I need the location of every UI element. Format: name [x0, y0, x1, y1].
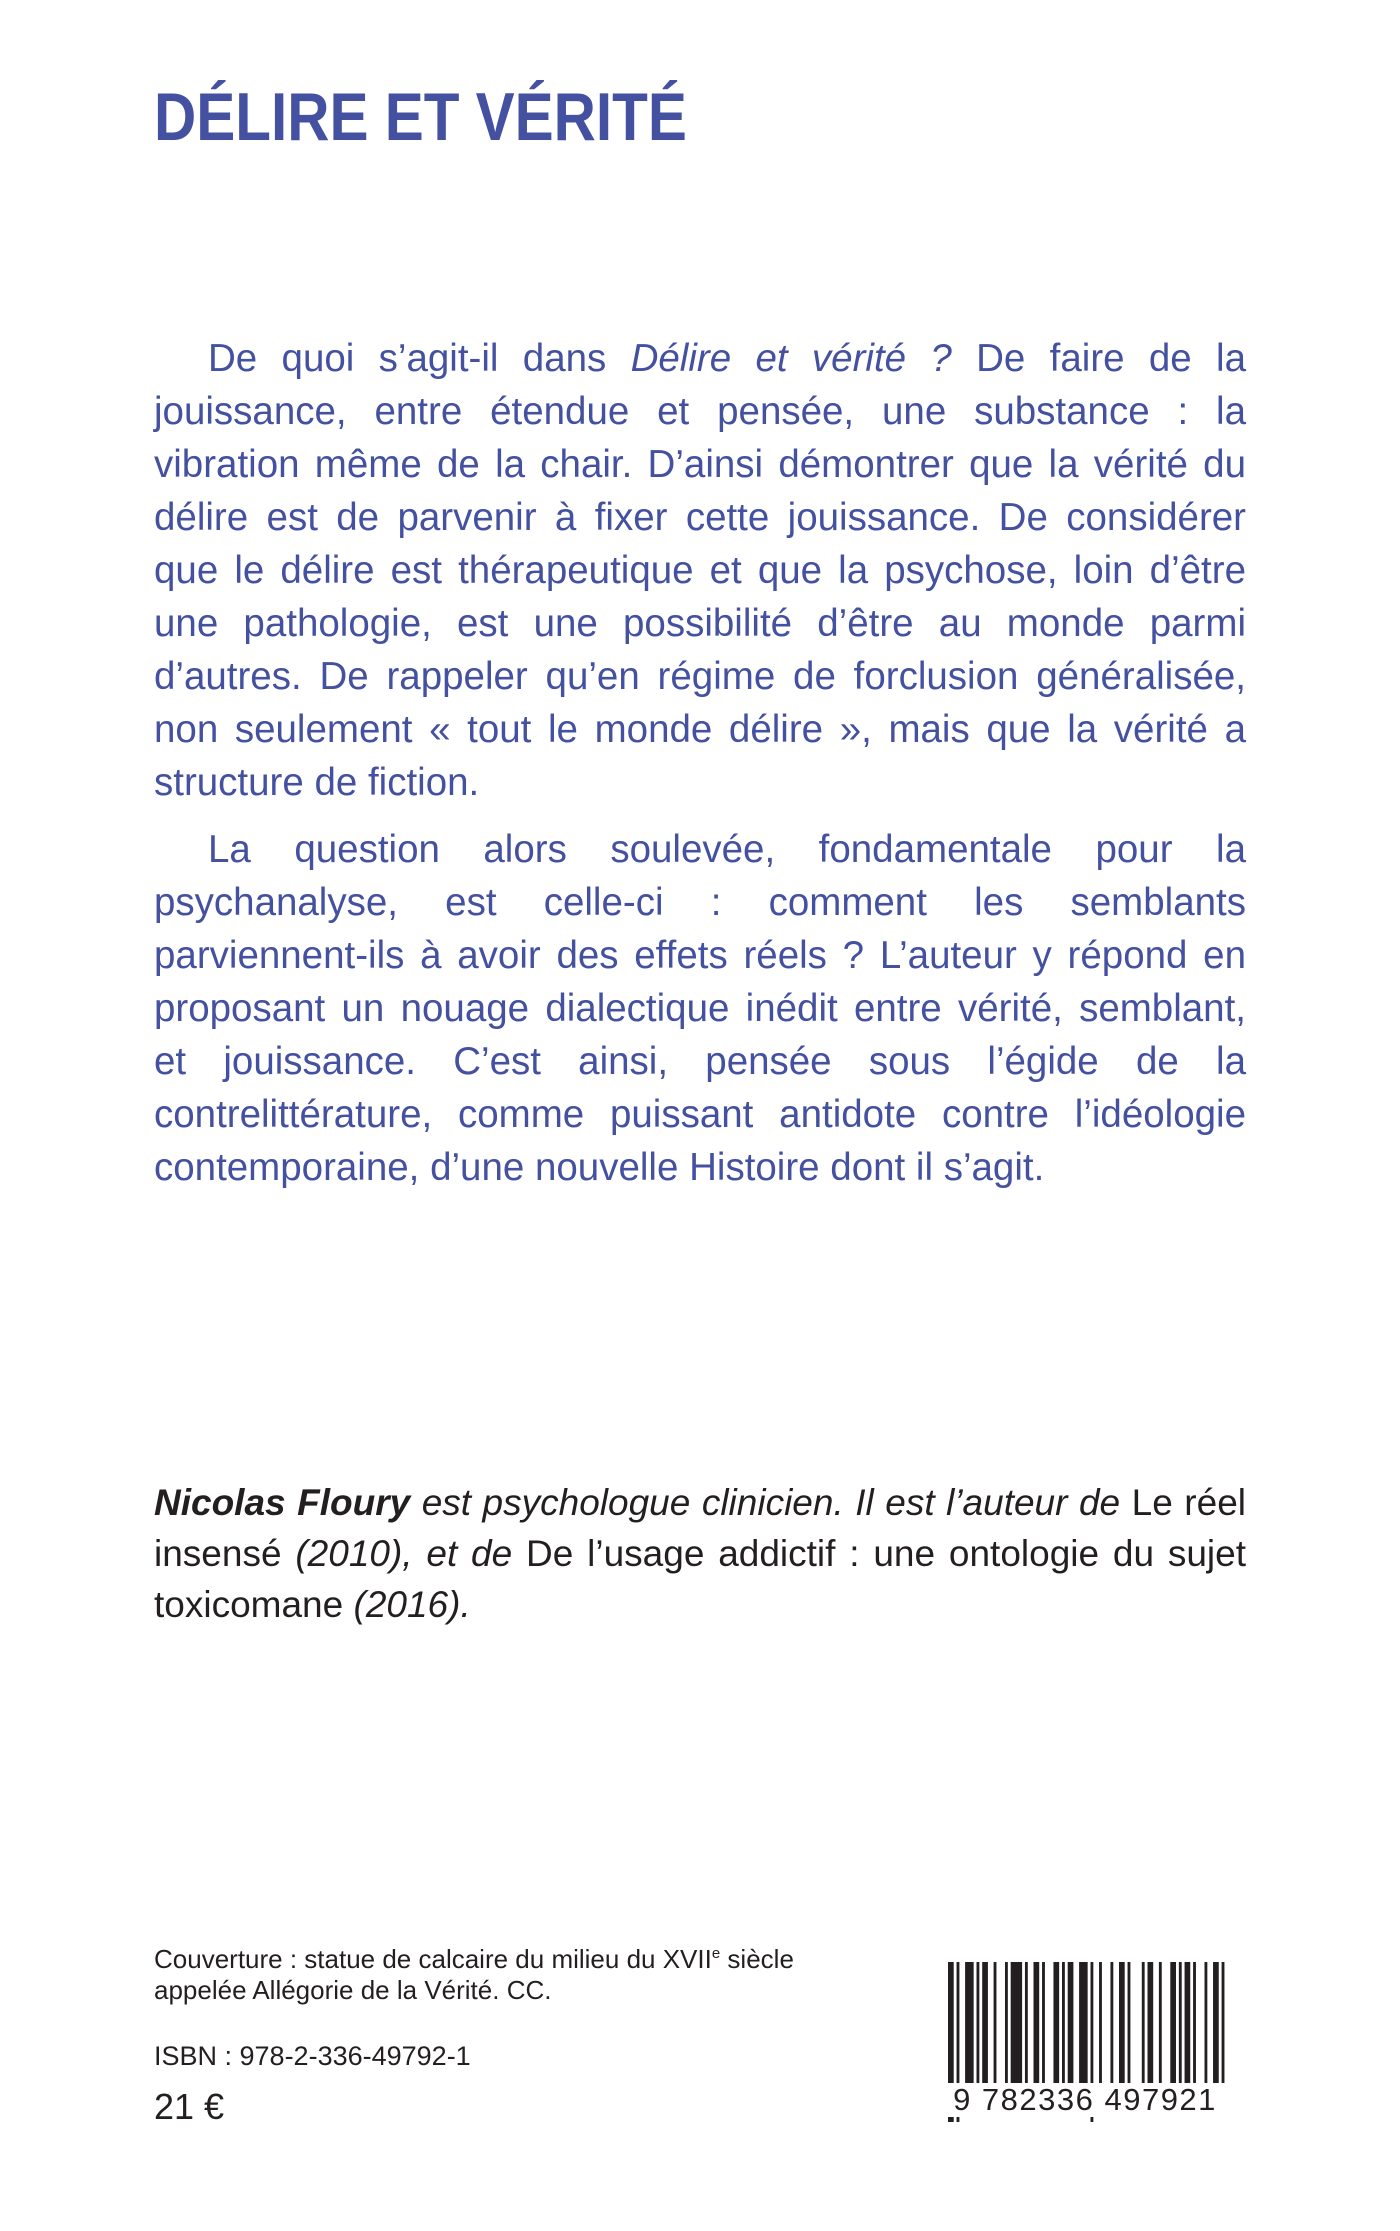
author-bio-text: (2016).: [343, 1584, 471, 1625]
price: 21 €: [154, 2086, 225, 2127]
author-book-title: De l’usage addictif : une ontologie du sujet toxicomane: [154, 1533, 1246, 1625]
isbn: ISBN : 978-2-336-49792-1: [154, 2041, 471, 2071]
summary-paragraph-2: La question alors soulevée, fondamentale pour la psychanalyse, est celle-ci : comment les semblants parviennent-ils à avoir des effets réels ? L’auteur y répond en proposant un nouage dialectique inédit entre vérité, semblant, et jouissance. C’est ainsi, pensée sous l’égide de la contrelittérature, comme puissant antidote contre l’idéologie contemporaine, d’une nouvelle Histoire dont il s’agit.: [154, 828, 1246, 1189]
barcode-digits: 9 782336 497921: [930, 2083, 1240, 2117]
author-name: Nicolas Floury: [154, 1482, 411, 1523]
book-title: DÉLIRE ET VÉRITÉ: [154, 79, 687, 155]
credits-text: Couverture : statue de calcaire du milieu du XVII: [154, 1944, 712, 1974]
summary-text: De faire de la jouissance, entre étendue et pensée, une substance : la vibration même de la chair. D’ainsi démontrer que la vérité du délire est de parvenir à fixer cette jouissance. De considérer que le délire est thérapeutique et que la psychose, loin d’être une pathologie, est une possibilité d’être au monde parmi d’autres. De rappeler qu’en régime de forclusion généralisée, non seulement « tout le monde délire », mais que la vérité a structure de fiction.: [154, 337, 1246, 804]
cover-credits: [154, 1944, 854, 2006]
credits-line-2: appelée Allégorie de la Vérité. CC.: [154, 1975, 552, 2005]
credits-text: siècle: [720, 1944, 794, 1974]
credits-superscript: e: [711, 1945, 721, 1962]
author-bio: [154, 1477, 1246, 1630]
author-bio-text: (2010), et de: [281, 1533, 527, 1574]
credits-line-1: [154, 1944, 854, 1975]
summary-paragraph-1: [154, 332, 1246, 809]
back-cover-summary: [154, 332, 1246, 1194]
author-book-title: Le réel insensé: [154, 1482, 1247, 1574]
summary-text: De quoi s’agit-il dans: [208, 337, 631, 380]
author-bio-text: est psychologue clinicien. Il est l’auteur de: [410, 1482, 1132, 1523]
summary-italic-title: Délire et vérité ?: [630, 337, 952, 380]
